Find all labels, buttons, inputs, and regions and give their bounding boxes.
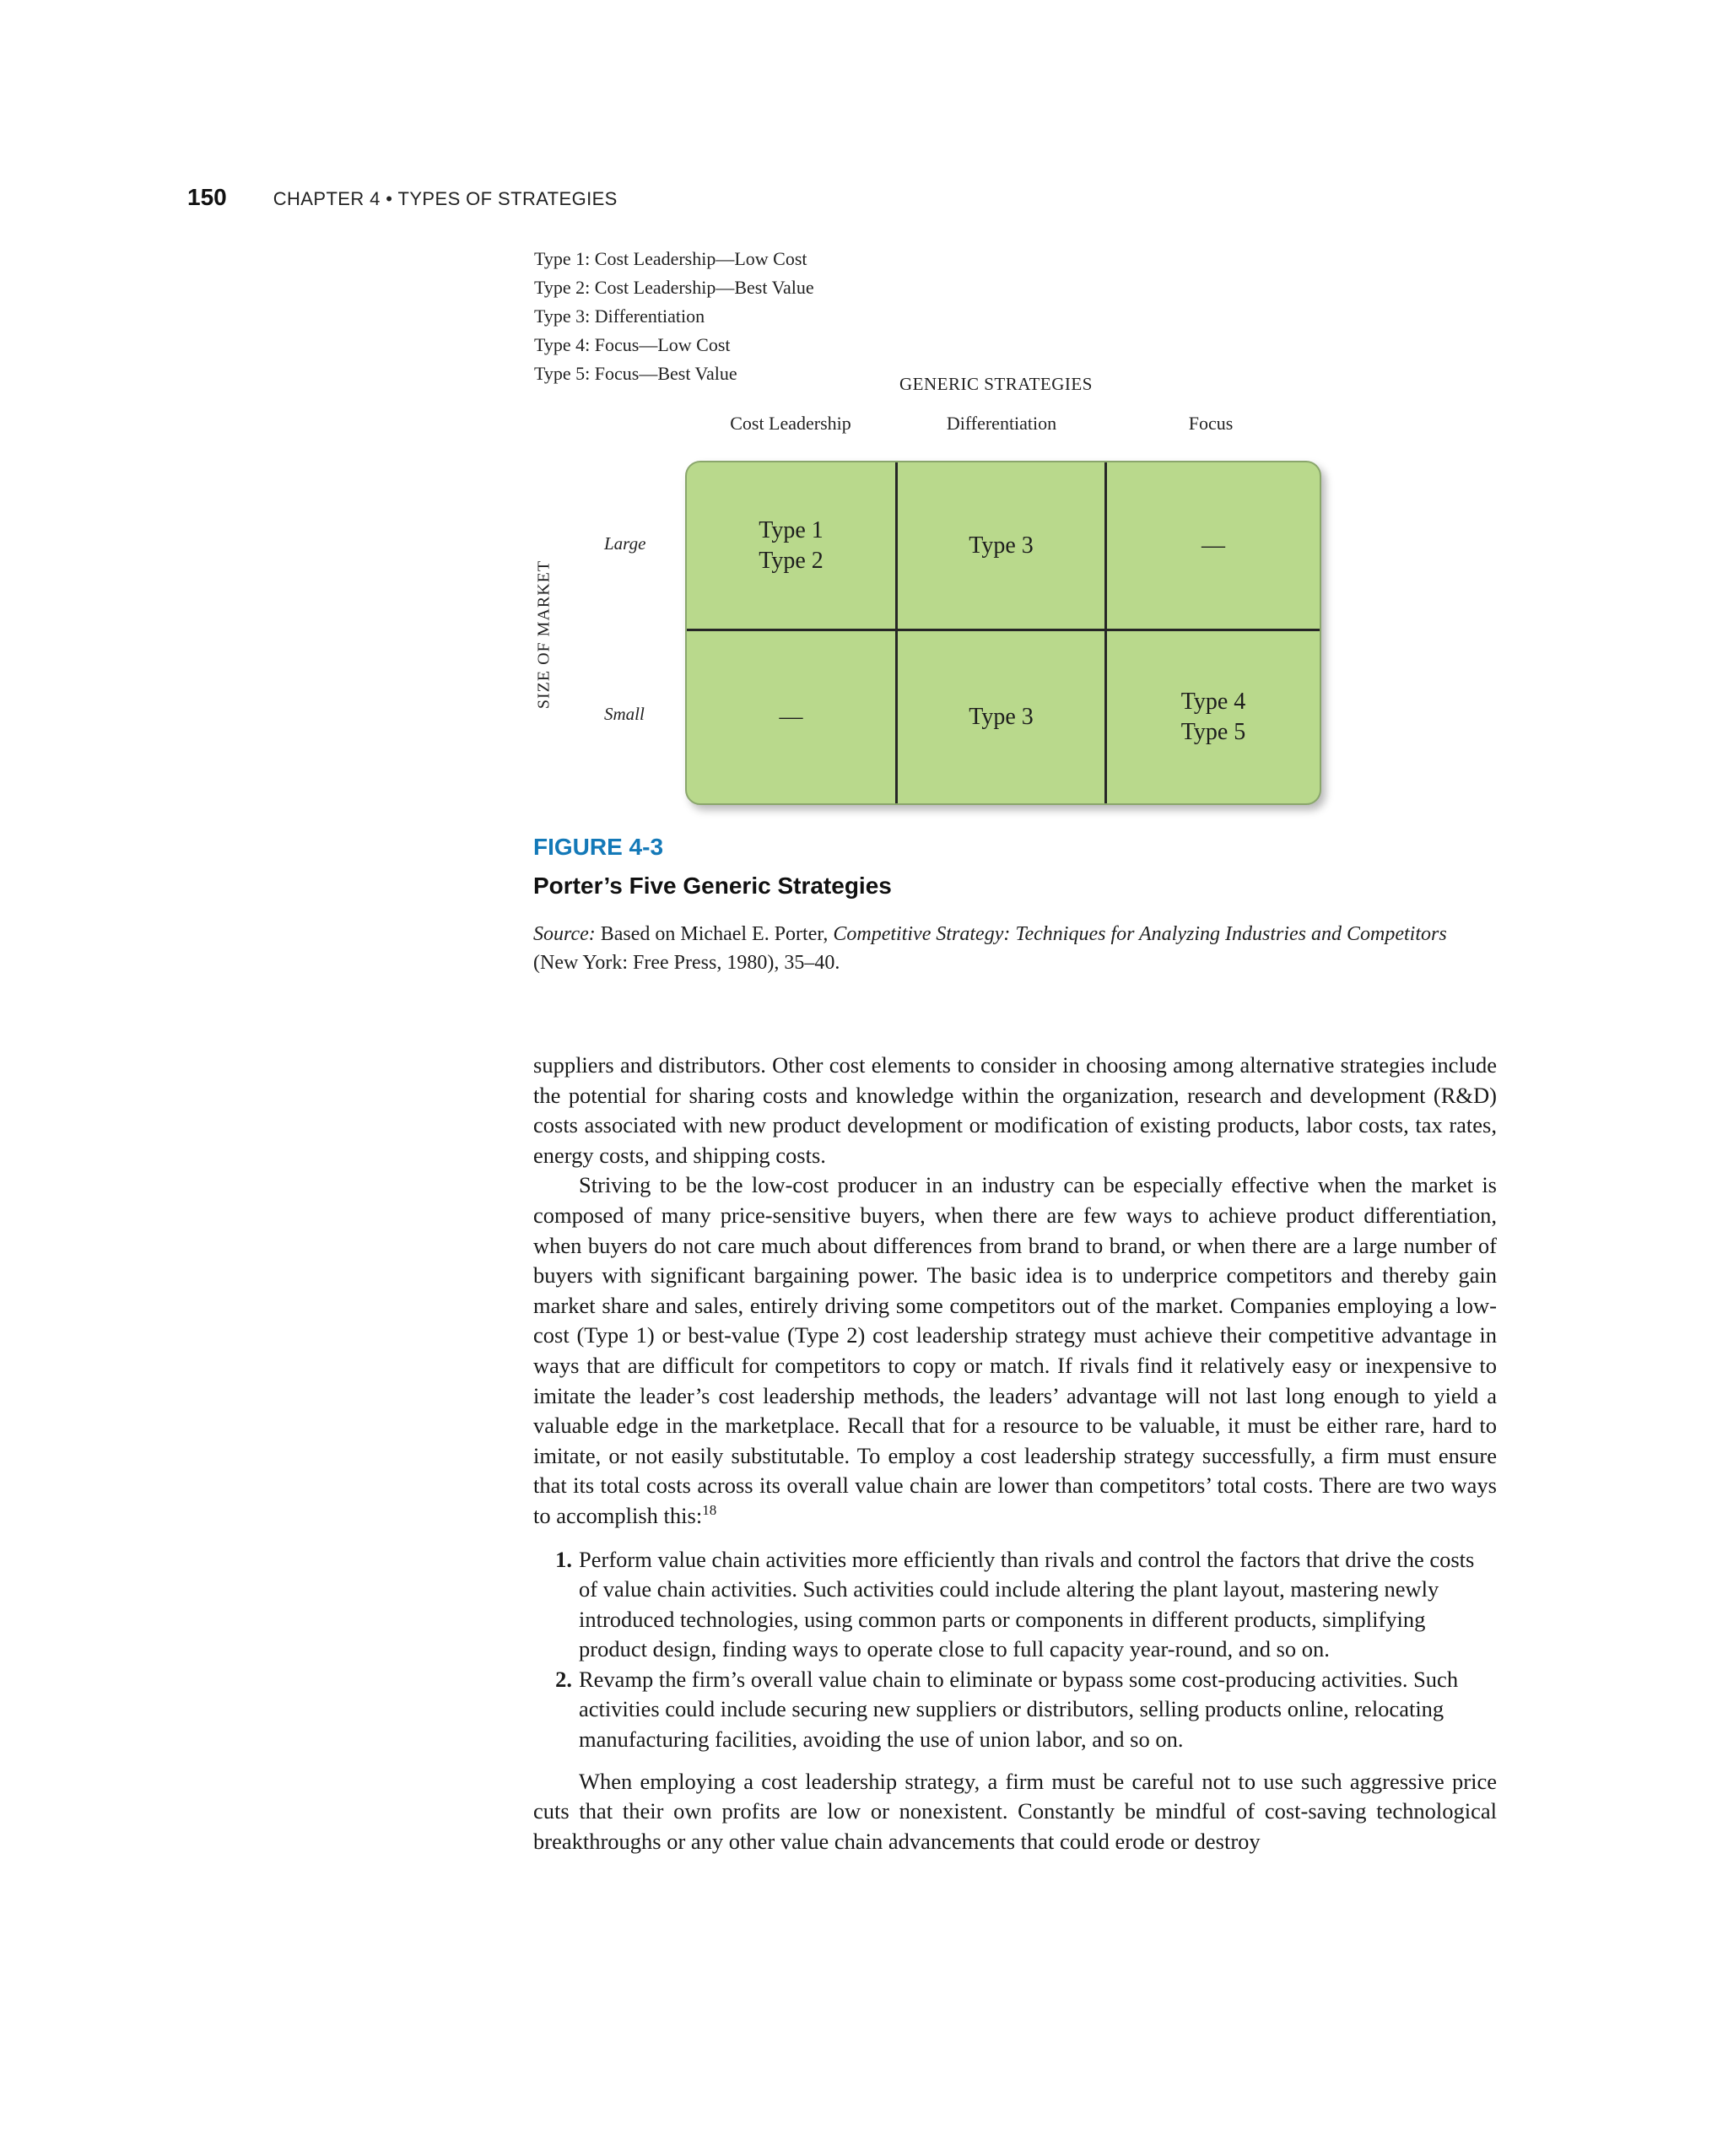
list-text: Perform value chain activities more efficiently than rivals and control the factors that drive the costs of value chain activities. Such activities could include altering the plant layout, mastering newly introduced technologies, using common parts or components in different products, simplifying product design, finding ways to operate close to full capacity year-round, and so on. [579, 1546, 1475, 1662]
cell-large-differentiation [898, 462, 1107, 631]
legend-item: Type 5: Focus—Best Value [534, 363, 737, 384]
cell-text: Type 3 [969, 532, 1034, 559]
legend-item: Type 2: Cost Leadership—Best Value [534, 277, 814, 298]
column-header-focus: Focus [1188, 413, 1234, 434]
running-head [187, 184, 618, 218]
figure-source [533, 920, 1495, 977]
cell-text: Type 2 [759, 547, 824, 574]
cell-small-differentiation [898, 631, 1107, 803]
list-item [533, 1545, 1497, 1665]
paragraph-text: Striving to be the low-cost producer in an industry can be especially effective when the market is composed of many price-sensitive buyers, when there are few ways to achieve product differentiation, when buyers do not care much about differences from brand to brand, or when there are a large number of buyers with significant bargaining power. The basic idea is to underprice competitors and thereby gain market share and sales, entirely driving some competitors out of the market. Companies employing a low-cost (Type 1) or best-value (Type 2) cost leadership strategy must achieve their competitive advantage in ways that are difficult for competitors to copy or match. If rivals find it relatively easy or inexpensive to imitate the leader’s cost leadership methods, the leaders’ advantage will not last long enough to yield a valuable edge in the marketplace. Recall that for a resource to be valuable, it must be either rare, hard to imitate, or not easily substitutable. To employ a cost leadership strategy successfully, a firm must ensure that its total costs across its overall value chain are lower than competitors’ total costs. There are two ways to accomplish this: [533, 1172, 1497, 1528]
cell-text: Type 1 [759, 516, 824, 543]
cell-small-focus [1107, 631, 1320, 803]
cell-text: Type 5 [1180, 719, 1246, 745]
figure-title: Porter’s Five Generic Strategies [533, 873, 892, 899]
paragraph [533, 1170, 1497, 1531]
source-book-title: Competitive Strategy: Techniques for Analyzing Industries and Competitors [833, 923, 1447, 945]
row-label-small: Small [604, 704, 645, 724]
column-header-differentiation: Differentiation [946, 413, 1057, 434]
source-text: (New York: Free Press, 1980), 35–40. [533, 952, 840, 974]
page-number: 150 [187, 184, 227, 210]
generic-strategies-title: GENERIC STRATEGIES [899, 374, 1093, 394]
source-prefix: Source: [533, 923, 596, 945]
source-text: Based on Michael E. Porter, [595, 923, 834, 945]
list-text: Revamp the firm’s overall value chain to eliminate or bypass some cost-producing activities. Such activities could include securing new suppliers or distributors, selling products online, relocating manufacturing facilities, avoiding the use of union labor, and so on. [579, 1666, 1459, 1753]
cell-text: — [779, 704, 803, 730]
cell-large-focus [1107, 462, 1320, 631]
size-of-market-label: SIZE OF MARKET [534, 559, 554, 710]
figure-label: FIGURE 4-3 [533, 834, 664, 860]
figure-legend [534, 245, 814, 388]
row-label-large: Large [604, 533, 646, 554]
cell-text: Type 4 [1180, 689, 1246, 715]
cell-small-cost-leadership [687, 631, 898, 803]
paragraph: When employing a cost leadership strategy, a firm must be careful not to use such aggressive price cuts that their own profits are low or nonexistent. Constantly be mindful of cost-saving technological breakthroughs or any other value chain advancements that could erode or destroy [533, 1768, 1497, 1854]
cell-large-cost-leadership [687, 462, 898, 631]
strategy-matrix [685, 461, 1321, 805]
list-number: 2. [555, 1666, 572, 1692]
list-item [533, 1665, 1497, 1755]
cell-text: — [1202, 532, 1225, 559]
chapter-heading: CHAPTER 4 • TYPES OF STRATEGIES [273, 188, 618, 209]
legend-item: Type 1: Cost Leadership—Low Cost [534, 248, 807, 269]
legend-item: Type 3: Differentiation [534, 305, 705, 327]
cell-text: Type 3 [969, 704, 1034, 730]
list-number: 1. [555, 1546, 572, 1572]
paragraph: suppliers and distributors. Other cost elements to consider in choosing among alternative strategies include the potential for sharing costs and knowledge within the organization, research and development (R&D) costs associated with new product development or modification of existing products, labor costs, tax rates, energy costs, and shipping costs. [533, 1052, 1497, 1168]
numbered-list [533, 1545, 1497, 1755]
body-text [533, 1051, 1497, 1856]
footnote-ref: 18 [702, 1502, 717, 1519]
legend-item: Type 4: Focus—Low Cost [534, 334, 731, 355]
column-header-cost-leadership: Cost Leadership [730, 413, 851, 434]
